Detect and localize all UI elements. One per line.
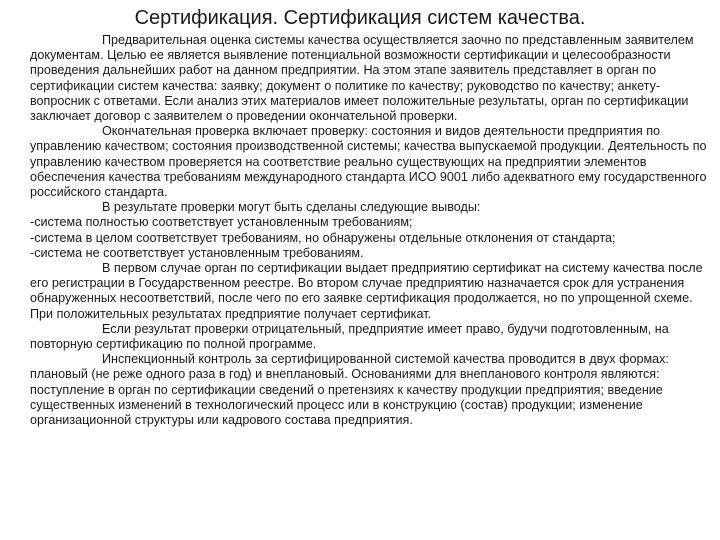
paragraph-inspection-control: Инспекционный контроль за сертифицированной системой качества проводится в двух формах: плановый (не реже одного раза в год) и внеплановый. Основаниями для внепланового контроля являются: поступление в орган по сертификации сведений о претензиях к качеству продукции предприятия; введение существенных изменений в технологический процесс или в конструкцию (состав) продукции; изменение организационной структуры или кадрового состава предприятия.: [30, 352, 669, 428]
paragraph-final-inspection: Окончательная проверка включает проверку: состояния и видов деятельности предприятия по управлению качеством; состояния производственной системы; качества выпускаемой продукции. Деятельность по управлению качеством проверяется на соответствие реально существующих на предприятии элементов обеспечения качества требованиям международного стандарта ИСО 9001 либо адекватного ему государственного российского стандарта.: [30, 124, 707, 200]
paragraph-first-case: В первом случае орган по сертификации выдает предприятию сертификат на систему качества после его регистрации в Государственном реестре. Во втором случае предприятию назначается срок для устранения обнаруженных несоответствий, после чего по его заявке сертификация продолжается, но по упрощенной схеме. При положительных результатах предприятие получает сертификат.: [30, 261, 703, 321]
list-item-conclusion-none: -система не соответствует установленным требованиям.: [30, 245, 364, 260]
paragraph-conclusions-intro: В результате проверки могут быть сделаны следующие выводы:: [102, 200, 481, 215]
list-item-conclusion-partial: -система в целом соответствует требованиям, но обнаружены отдельные отклонения от стандарта;: [30, 230, 616, 245]
paragraph-negative-result: Если результат проверки отрицательный, предприятие имеет право, будучи подготовленным, на повторную сертификацию по полной программе.: [30, 321, 669, 352]
page-title: Сертификация. Сертификация систем качества.: [134, 7, 586, 29]
paragraph-preliminary-assessment: Предварительная оценка системы качества осуществляется заочно по представленным заявителем документам. Целью ее является выявление потенциальной возможности сертификации и целесообразности проведения дальнейших работ на данном предприятии. На этом этапе заявитель представляет в орган по сертификации систем качества: заявку; документ о политике по качеству; руководство по качеству; анкету-вопросник с ответами. Если анализ этих материалов имеет положительные результаты, орган по сертификации заключает договор с заявителем о проведении окончательной проверки.: [30, 33, 694, 124]
list-item-conclusion-full: -система полностью соответствует установленным требованиям;: [30, 215, 413, 230]
document-body: [30, 33, 710, 428]
